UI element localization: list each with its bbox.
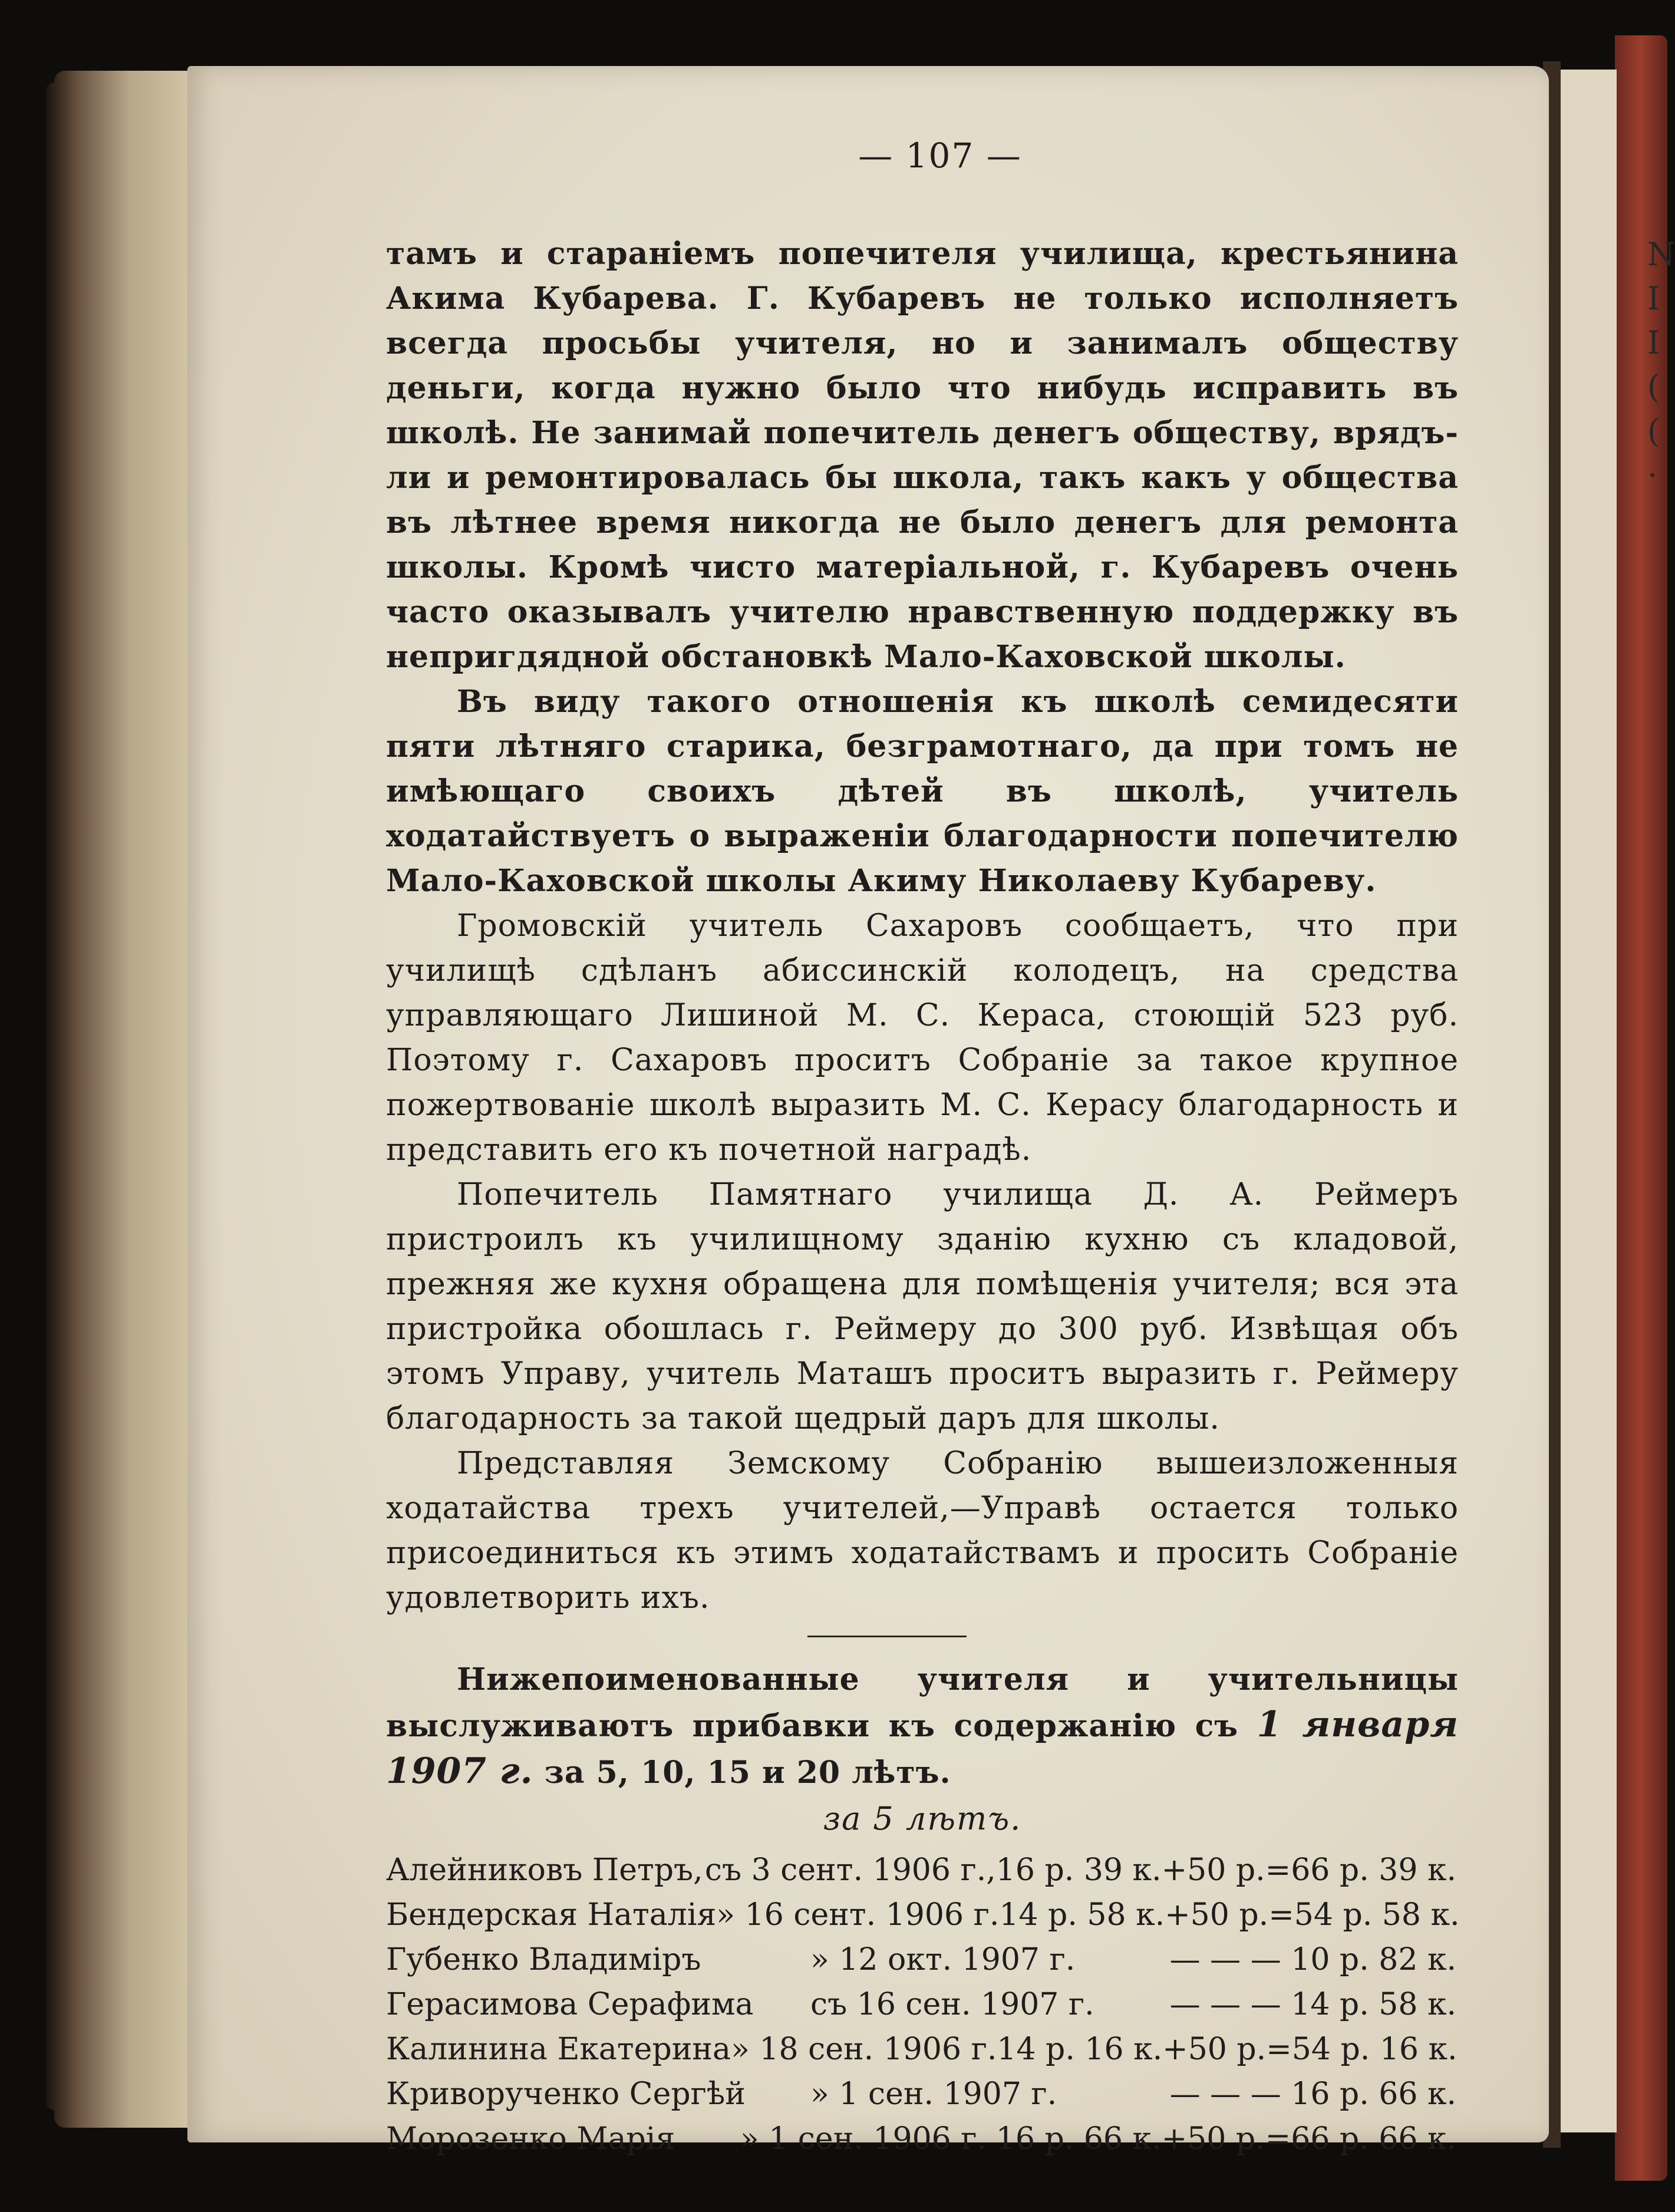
list-row <box>386 1937 1459 1982</box>
list-row <box>386 2072 1459 2117</box>
intro-after: за 5, 10, 15 и 20 лѣтъ. <box>544 1755 951 1791</box>
next-page-fragment: I <box>1647 280 1660 317</box>
service-date: съ 16 сен. 1907 г. <box>810 1987 1094 2022</box>
page-stack-edge <box>54 71 190 2128</box>
next-page-fragment: N <box>1647 236 1675 273</box>
section-subheading: за 5 лѣтъ. <box>823 1800 1022 1837</box>
teacher-name: Криворученко Сергѣй <box>386 2076 746 2112</box>
teacher-name: Калинина Екатерина <box>386 2032 731 2067</box>
paragraph: Громовскій учитель Сахаровъ сообщаетъ, что при училищѣ сдѣланъ абиссинскій колодецъ, на средства управляющаго Лишиной М. С. Кераса, стоющій 523 руб. Поэтому г. Сахаровъ проситъ Собраніе за такое крупное пожертвованіе школѣ выразить М. С. Керасу благодарность и представить его къ почетной наградѣ. <box>386 908 1459 1168</box>
next-page-fragment: ( <box>1647 368 1660 406</box>
page-number: — 107 — <box>858 136 1022 176</box>
salary-amount: — — — 10 р. 82 к. <box>1169 1942 1456 1977</box>
page-content <box>386 136 1459 2161</box>
next-page-fragment: · <box>1647 457 1658 494</box>
paragraph: Представляя Земскому Собранію вышеизложенныя ходатайства трехъ учителей,—Управѣ остается только присоединиться къ этимъ ходатайствамъ и просить Собраніе удовлетворить ихъ. <box>386 1446 1459 1616</box>
salary-amount: 16 р. 39 к.+50 р.=66 р. 39 к. <box>995 1852 1456 1888</box>
next-page-fragment: I <box>1647 324 1660 361</box>
list-row <box>386 1848 1459 1893</box>
teachers-list <box>386 1848 1459 2161</box>
paragraph: тамъ и стараніемъ попечителя училища, крестьянина Акима Кубарева. Г. Кубаревъ не только исполняетъ всегда просьбы учителя, но и занималъ обществу деньги, когда нужно было что нибудь исправить въ школѣ. Не занимай попечитель денегъ обществу, врядъ-ли и ремонтировалась бы школа, такъ какъ у общества въ лѣтнее время никогда не было денегъ для ремонта школы. Кромѣ чисто матеріальной, г. Кубаревъ очень часто оказывалъ учителю нравственную поддержку въ непригдядной обстановкѣ Мало-Каховской школы. <box>386 236 1459 675</box>
service-date: » 16 сент. 1906 г. <box>716 1897 1000 1933</box>
paragraph: Въ виду такого отношенія къ школѣ семидесяти пяти лѣтняго старика, безграмотнаго, да при томъ не имѣющаго своихъ дѣтей въ школѣ, учитель ходатайствуетъ о выраженіи благодарности попечителю Мало-Каховской школы Акиму Николаеву Кубареву. <box>386 684 1459 899</box>
service-date: » 18 сен. 1906 г. <box>731 2032 997 2067</box>
section-divider <box>807 1636 967 1637</box>
list-row <box>386 2027 1459 2072</box>
list-row <box>386 1893 1459 1937</box>
teacher-name: Алейниковъ Петръ, <box>386 1852 703 1888</box>
salary-amount: 16 р. 66 к.+50 р.=66 р. 66 к. <box>995 2121 1456 2157</box>
list-row <box>386 2117 1459 2161</box>
next-page <box>1561 70 1617 2132</box>
teacher-name: Морозенко Марія <box>386 2121 675 2157</box>
service-date: » 12 окт. 1907 г. <box>810 1942 1076 1977</box>
service-date: » 1 сен. 1907 г. <box>810 2076 1057 2112</box>
salary-amount: — — — 16 р. 66 к. <box>1169 2076 1456 2112</box>
list-row <box>386 1982 1459 2027</box>
intro-date: 1 января 1907 г. <box>386 1704 1459 1792</box>
salary-amount: — — — 14 р. 58 к. <box>1169 1987 1456 2022</box>
intro-paragraph <box>386 1657 1459 1795</box>
salary-amount: 14 р. 58 к.+50 р.=54 р. 58 к. <box>999 1897 1460 1933</box>
teacher-name: Губенко Владиміръ <box>386 1942 701 1977</box>
service-date: съ 3 сент. 1906 г., <box>704 1852 996 1888</box>
teacher-name: Герасимова Серафима <box>386 1987 754 2022</box>
next-page-fragment: ( <box>1647 413 1660 450</box>
service-date: » 1 сен. 1906 г. <box>740 2121 987 2157</box>
salary-amount: 14 р. 16 к.+50 р.=54 р. 16 к. <box>997 2032 1458 2067</box>
paragraph: Попечитель Памятнаго училища Д. А. Реймеръ пристроилъ къ училищному зданію кухню съ кладовой, прежняя же кухня обращена для помѣщенія учителя; вся эта пристройка обошлась г. Реймеру до 300 руб. Извѣщая объ этомъ Управу, учитель Маташъ проситъ выразить г. Реймеру благодарность за такой щедрый даръ для школы. <box>386 1177 1459 1436</box>
teacher-name: Бендерская Наталія <box>386 1897 717 1933</box>
intro-before: Нижепоименованные учителя и учительницы выслуживаютъ прибавки къ содержанію съ <box>386 1662 1459 1744</box>
